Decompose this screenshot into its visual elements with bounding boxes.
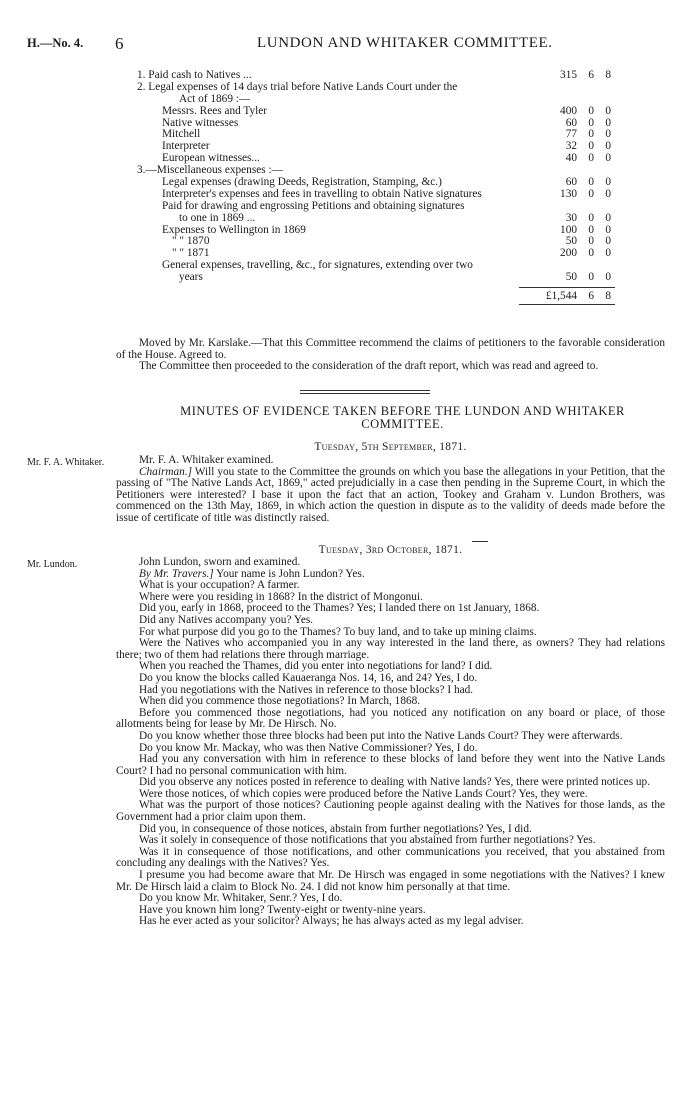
qa-paragraph <box>116 638 665 661</box>
amount-shillings: 0 <box>588 140 594 153</box>
account-row <box>137 272 615 284</box>
proceeded-text: The Committee then proceeded to the consideration of the draft report, which was read and agreed to. <box>139 360 599 373</box>
total-amount <box>525 291 615 303</box>
account-row <box>137 177 615 189</box>
qa-text: Were those notices, of which copies were produced before the Native Lands Court? Yes, they were. <box>139 787 588 800</box>
qa-text: Were the Natives who accompanied you in any way interested in the land there, as owners? They had relations there; two of them had relations there through marriage. <box>116 637 665 661</box>
amount-shillings: 0 <box>588 235 594 248</box>
amount-shillings: 0 <box>588 152 594 165</box>
section-divider <box>300 390 430 394</box>
qa-text: Has he ever acted as your solicitor? Always; he has always acted as my legal adviser. <box>139 915 524 928</box>
question-1 <box>116 467 665 525</box>
amount-pounds: 60 <box>565 176 577 189</box>
amount-pounds: 50 <box>565 271 577 284</box>
amount-pounds: 77 <box>565 128 577 141</box>
amount-pounds: 200 <box>560 247 577 260</box>
margin-note-whitaker: Mr. F. A. Whitaker. <box>27 457 105 468</box>
amount-pence: 0 <box>605 223 611 236</box>
date-heading-1: Tuesday, 5th September, 1871. <box>314 441 467 453</box>
account-label: Mitchell <box>162 129 201 141</box>
account-label: Legal expenses (drawing Deeds, Registration, Stamping, &c.) <box>162 177 442 189</box>
amount-shillings: 6 <box>588 69 594 81</box>
account-amount <box>537 189 615 201</box>
account-row <box>137 189 615 201</box>
qa-paragraph <box>116 800 665 823</box>
qa-paragraph <box>116 870 665 893</box>
amount-pounds: 60 <box>565 116 577 129</box>
account-row <box>137 225 615 237</box>
qa-text: When did you commence those negotiations? In March, 1868. <box>139 695 421 708</box>
account-row <box>137 106 615 118</box>
speaker-chairman: Chairman.] <box>139 465 193 478</box>
amount-shillings: 0 <box>588 128 594 141</box>
margin-note-lundon: Mr. Lundon. <box>27 559 78 570</box>
amount-shillings: 0 <box>588 104 594 117</box>
total-pence: 8 <box>605 290 611 303</box>
account-label: Paid for drawing and engrossing Petitions and obtaining signatures <box>162 200 465 212</box>
qa-text: Was it in consequence of those notifications, and other communications you received, that you abstained from concluding any dealings with the Natives? Yes. <box>116 845 665 870</box>
qa-text: I presume you had become aware that Mr. De Hirsch was engaged in some negotiations with the Natives? I knew Mr. De Hirsch laid a claim to Block No. 24. I did not know him personally at that time. <box>116 869 665 893</box>
account-row <box>137 165 615 177</box>
page-title: LUNDON AND WHITAKER COMMITTEE. <box>257 35 553 51</box>
account-label: 2. Legal expenses of 14 days trial before Native Lands Court under the <box>137 81 458 93</box>
amount-shillings: 0 <box>588 176 594 189</box>
qa-text: Do you know Mr. Whitaker, Senr.? Yes, I do. <box>139 892 343 905</box>
amount-shillings: 0 <box>588 187 594 200</box>
account-label: 3.—Miscellaneous expenses :— <box>137 165 283 177</box>
page-header <box>27 36 670 56</box>
amount-shillings: 0 <box>588 223 594 236</box>
amount-pence: 0 <box>605 140 611 153</box>
qa-paragraph <box>116 916 665 928</box>
account-label: Expenses to Wellington in 1869 <box>162 224 306 236</box>
qa-text: Had you any conversation with him in reference to these blocks of land before they went into the Native Lands Court? I had no personal communication with him. <box>116 753 665 777</box>
paper-reference: H.—No. 4. <box>27 36 84 50</box>
motion-text: Moved by Mr. Karslake.—That this Committee recommend the claims of petitioners to the favorable consideration of the House. Agreed to. <box>116 337 665 361</box>
account-label: Messrs. Rees and Tyler <box>162 105 268 117</box>
qa-text: Before you commenced those negotiations, had you noticed any notification on any board or place, of those allotments being for lease by Mr. De Hirsch. No. <box>116 706 665 731</box>
amount-pounds: 32 <box>565 140 577 153</box>
amount-pounds: 50 <box>565 235 577 248</box>
qa-text: When you reached the Thames, did you enter into negotiations for land? I did. <box>139 660 493 673</box>
total-row <box>137 291 615 303</box>
amount-pence: 0 <box>605 128 611 141</box>
amount-pounds: 40 <box>565 152 577 165</box>
account-amount <box>537 70 615 82</box>
account-label: to one in 1869 ... <box>179 212 256 224</box>
motion-paragraph <box>116 338 665 373</box>
account-row <box>137 248 615 260</box>
qa-text: Your name is John Lundon? Yes. <box>216 567 365 580</box>
amount-pence: 0 <box>605 247 611 260</box>
qa-text: Do you know whether those three blocks had been put into the Native Lands Court? They were afterwards. <box>139 729 623 742</box>
account-row <box>137 94 615 106</box>
accounts-table <box>137 70 615 305</box>
account-label: " " 1870 <box>172 236 210 248</box>
account-label: years <box>179 272 203 284</box>
minutes-heading: MINUTES OF EVIDENCE TAKEN BEFORE THE LUNDON AND WHITAKER COMMITTEE. <box>180 404 625 431</box>
total-pounds: £1,544 <box>545 290 577 303</box>
qa-text: For what purpose did you go to the Thames? To buy land, and to take up mining claims. <box>139 625 537 638</box>
question-1-text: Will you state to the Committee the grounds on which you base the allegations in your Petition, that the passing of "The Native Lands Act, 1869," acted prejudicially in a case then pending in the Supreme Court, in which the Petitioners were interested? I base it upon the fact that an action, Tookey and Graham v. Lundon Brothers, was commenced on the 13th May, 1869, in which action the question in dispute as to the validity of deeds made before the issue of certificate of title was distinctly raised. <box>116 465 665 524</box>
account-row <box>137 82 615 94</box>
qa-text: Where were you residing in 1868? In the district of Mongonui. <box>139 590 423 603</box>
exam-line-1: Mr. F. A. Whitaker examined. <box>139 454 274 466</box>
account-label: " " 1871 <box>172 248 210 260</box>
amount-pence: 0 <box>605 116 611 129</box>
amount-shillings: 0 <box>588 211 594 224</box>
account-label: Native witnesses <box>162 117 239 129</box>
amount-pounds: 100 <box>560 223 577 236</box>
lundon-evidence <box>116 557 665 928</box>
total-underline <box>519 304 615 305</box>
account-row <box>137 70 615 82</box>
account-label: Act of 1869 :— <box>179 93 251 105</box>
account-label: Interpreter <box>162 141 210 153</box>
qa-text: Do you know Mr. Mackay, who was then Native Commissioner? Yes, I do. <box>139 741 478 754</box>
amount-pounds: 130 <box>560 187 577 200</box>
qa-text: What was the purport of those notices? Cautioning people against dealing with the Natives for those lands, as the Government had a prior claim upon them. <box>116 799 665 824</box>
total-rule <box>519 287 615 289</box>
account-row <box>137 201 615 213</box>
qa-text: Was it solely in consequence of those notifications that you abstained from further negotiations? Yes. <box>139 834 596 847</box>
amount-pence: 0 <box>605 211 611 224</box>
account-label: European witnesses... <box>162 153 260 165</box>
account-label: Interpreter's expenses and fees in travelling to obtain Native signatures <box>162 188 482 200</box>
date-heading-2: Tuesday, 3rd October, 1871. <box>318 544 463 556</box>
account-row <box>137 118 615 130</box>
short-rule <box>472 541 488 542</box>
qa-text: Did any Natives accompany you? Yes. <box>139 613 314 626</box>
amount-pence: 0 <box>605 176 611 189</box>
amount-pounds: 30 <box>565 211 577 224</box>
account-amount <box>537 272 615 284</box>
amount-pence: 0 <box>605 187 611 200</box>
account-row <box>137 129 615 141</box>
qa-paragraph <box>116 847 665 870</box>
qa-text: Did you observe any notices posted in reference to dealing with Native lands? Yes, there were printed notices up. <box>139 776 651 789</box>
account-amount <box>537 248 615 260</box>
amount-pounds: 315 <box>560 69 577 81</box>
speaker-travers: By Mr. Travers.] <box>139 567 214 580</box>
amount-shillings: 0 <box>588 247 594 260</box>
qa-text: Do you know the blocks called Kauaeranga Nos. 14, 16, and 24? Yes, I do. <box>139 671 478 684</box>
account-row <box>137 260 615 272</box>
account-row <box>137 236 615 248</box>
qa-text: Have you known him long? Twenty-eight or twenty-nine years. <box>139 903 426 916</box>
qa-text: Did you, in consequence of those notices, abstain from further negotiations? Yes, I did. <box>139 822 532 835</box>
account-row <box>137 141 615 153</box>
amount-shillings: 0 <box>588 271 594 284</box>
account-amount <box>537 213 615 225</box>
account-row <box>137 153 615 165</box>
amount-pence: 0 <box>605 235 611 248</box>
page-number: 6 <box>115 34 124 53</box>
amount-pence: 8 <box>605 69 611 81</box>
qa-paragraph <box>116 754 665 777</box>
account-label: General expenses, travelling, &c., for signatures, extending over two <box>162 260 473 272</box>
account-amount <box>537 153 615 165</box>
amount-shillings: 0 <box>588 116 594 129</box>
exam-line-2: John Lundon, sworn and examined. <box>139 556 301 568</box>
qa-text: What is your occupation? A farmer. <box>139 579 300 592</box>
total-shillings: 6 <box>588 290 594 303</box>
qa-paragraph <box>116 708 665 731</box>
qa-text: Did you, early in 1868, proceed to the Thames? Yes; I landed there on 1st January, 1868. <box>139 602 540 615</box>
amount-pence: 0 <box>605 104 611 117</box>
amount-pounds: 400 <box>560 104 577 117</box>
amount-pence: 0 <box>605 152 611 165</box>
account-row <box>137 213 615 225</box>
amount-pence: 0 <box>605 271 611 284</box>
account-amount <box>537 106 615 118</box>
whitaker-evidence <box>116 455 665 525</box>
account-label: 1. Paid cash to Natives ... <box>137 70 252 81</box>
qa-text: Had you negotiations with the Natives in reference to those blocks? I had. <box>139 683 474 696</box>
